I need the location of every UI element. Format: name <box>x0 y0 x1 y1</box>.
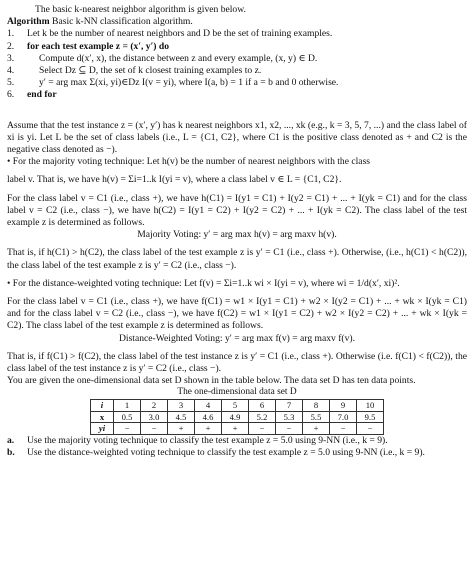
question-label: b. <box>7 447 15 459</box>
algorithm-step <box>7 41 467 53</box>
table-cell-index: 4 <box>195 400 222 412</box>
table-cell-y: − <box>249 423 276 435</box>
algorithm-steps <box>7 28 467 101</box>
table-cell-x: 9.5 <box>357 411 384 423</box>
algorithm-step <box>7 77 467 89</box>
paragraph-weighted-decision: That is, if f(C1) > f(C2), the class label of the test instance z is y′ = C1 (i.e., class +). Otherwise (i.e. f(C1) < f(C2)), the class label of the test instance z is y′ = C2 (i.e., class −). <box>7 350 467 375</box>
table-cell-x: 3.0 <box>141 411 168 423</box>
algorithm-step <box>7 28 467 40</box>
table-cell-index: 9 <box>330 400 357 412</box>
table-cell-y: + <box>168 423 195 435</box>
algorithm-title: Basic k-NN classification algorithm. <box>52 16 193 28</box>
table-cell-index: 6 <box>249 400 276 412</box>
step-text: Let k be the number of nearest neighbors and D be the set of training examples. <box>27 28 333 40</box>
question-text: Use the distance-weighted voting technique to classify the test example z = 5.0 using 9-NN (i.e., k = 9). <box>27 447 425 459</box>
question-item <box>7 435 467 447</box>
table-cell-y: − <box>141 423 168 435</box>
step-text: y′ = arg max Σ(xi, yi)∈Dz I(v = yi), where I(a, b) = 1 if a = b and 0 otherwise. <box>39 77 339 89</box>
table-row-x <box>91 411 384 423</box>
table-cell-index: 3 <box>168 400 195 412</box>
table-row-y <box>91 423 384 435</box>
weighted-voting-formula: Distance-Weighted Voting: y′ = arg max f(v) = arg maxv f(v). <box>118 332 356 344</box>
table-cell-index: 8 <box>303 400 330 412</box>
table-cell-x: 4.9 <box>222 411 249 423</box>
algorithm-step <box>7 65 467 77</box>
table-cell-x: 7.0 <box>330 411 357 423</box>
question-label: a. <box>7 434 15 446</box>
algorithm-label: Algorithm <box>7 16 50 28</box>
row-head-index: i <box>91 400 114 412</box>
step-text: end for <box>27 89 57 101</box>
table-row-index <box>91 400 384 412</box>
question-item <box>7 447 467 459</box>
algorithm-heading <box>7 16 467 28</box>
table-cell-y: + <box>222 423 249 435</box>
majority-voting-formula: Majority Voting: y′ = arg max h(v) = arg maxv h(v). <box>137 229 337 241</box>
table-cell-x: 0.5 <box>114 411 141 423</box>
paragraph-majority-classes: For the class label v = C1 (i.e., class +), we have h(C1) = I(y1 = C1) + I(y2 = C1) + ... + I(yk = C1) and for the class label v = C2 (i.e., class −), we have h(C2) = I(y1 = C2) + I(y2 = C2) + ... + I(yk = C2). The class label of the test example z is determined as follows. <box>7 192 467 229</box>
row-head-y: yi <box>91 423 114 435</box>
table-cell-y: + <box>195 423 222 435</box>
table-cell-y: + <box>303 423 330 435</box>
table-cell-x: 5.5 <box>303 411 330 423</box>
step-text: for each test example z = (x′, y′) do <box>27 40 170 52</box>
step-number: 6. <box>7 89 15 101</box>
questions <box>7 435 467 459</box>
majority-voting-definition: label v. That is, we have h(v) = Σi=1..k I(yi = v), where a class label v ∈ L = {C1, C2}. <box>7 174 342 186</box>
weighted-voting-definition: • For the distance-weighted voting technique: Let f(v) = Σi=1..k wi × I(yi = v), where wi = 1/d(x′, xi)². <box>7 277 400 289</box>
table-cell-y: − <box>357 423 384 435</box>
question-text: Use the majority voting technique to classify the test example z = 5.0 using 9-NN (i.e., k = 9). <box>27 434 388 446</box>
table-cell-index: 10 <box>357 400 384 412</box>
paragraph-majority-decision: That is, if h(C1) > h(C2), the class label of the test example z is y′ = C1 (i.e., class +). Otherwise, (i.e., h(C1) < h(C2)), the class label of the test example z is y′ = C2 (i.e., class −). <box>7 247 467 271</box>
paragraph-assumption: Assume that the test instance z = (x′, y′) has k nearest neighbors x1, x2, ..., xk (e.g., k = 3, 5, 7, ...) and the class label of xi is yi. Let L be the set of class labels (i.e., L = {C1, C2}, where C1 is the positive class denoted as + and C2 is the negative class denoted as −). <box>7 119 467 156</box>
table-cell-index: 7 <box>276 400 303 412</box>
table-cell-index: 1 <box>114 400 141 412</box>
table-cell-y: − <box>114 423 141 435</box>
algorithm-step <box>7 89 467 101</box>
step-number: 5. <box>7 77 15 89</box>
step-text: Compute d(x′, x), the distance between z and every example, (x, y) ∈ D. <box>39 52 318 64</box>
table-cell-x: 5.3 <box>276 411 303 423</box>
paragraph-weighted-classes: For the class label v = C1 (i.e., class +), we have f(C1) = w1 × I(y1 = C1) + w2 × I(y2 = C1) + ... + wk × I(yk = C1) and for the class label v = C2 (i.e., class −), we have f(C2) = w1 × I(y1 = C2) + w2 × I(y2 = C2) + ... + wk × I(yk = C2). The class label of the test example z is determined as follows. <box>7 296 467 332</box>
majority-voting-intro: • For the majority voting technique: Let h(v) be the number of nearest neighbors with the class <box>7 156 371 168</box>
paragraph-dataset-intro: You are given the one-dimensional data set D shown in the table below. The data set D has ten data points. <box>7 375 416 387</box>
step-text: Select Dz ⊆ D, the set of k closest training examples to z. <box>39 65 262 77</box>
table-cell-index: 5 <box>222 400 249 412</box>
intro-text: The basic k-nearest neighbor algorithm is given below. <box>35 4 246 15</box>
step-number: 1. <box>7 28 15 40</box>
step-number: 4. <box>7 65 15 77</box>
table-cell-x: 4.5 <box>168 411 195 423</box>
step-number: 2. <box>7 40 15 52</box>
table-cell-x: 4.6 <box>195 411 222 423</box>
table-cell-x: 5.2 <box>249 411 276 423</box>
table-cell-y: − <box>330 423 357 435</box>
algorithm-step <box>7 53 467 65</box>
dataset-table <box>90 399 384 435</box>
table-cell-y: − <box>276 423 303 435</box>
table-caption: The one-dimensional data set D <box>177 387 297 398</box>
row-head-x: x <box>91 411 114 423</box>
step-number: 3. <box>7 52 15 64</box>
table-cell-index: 2 <box>141 400 168 412</box>
